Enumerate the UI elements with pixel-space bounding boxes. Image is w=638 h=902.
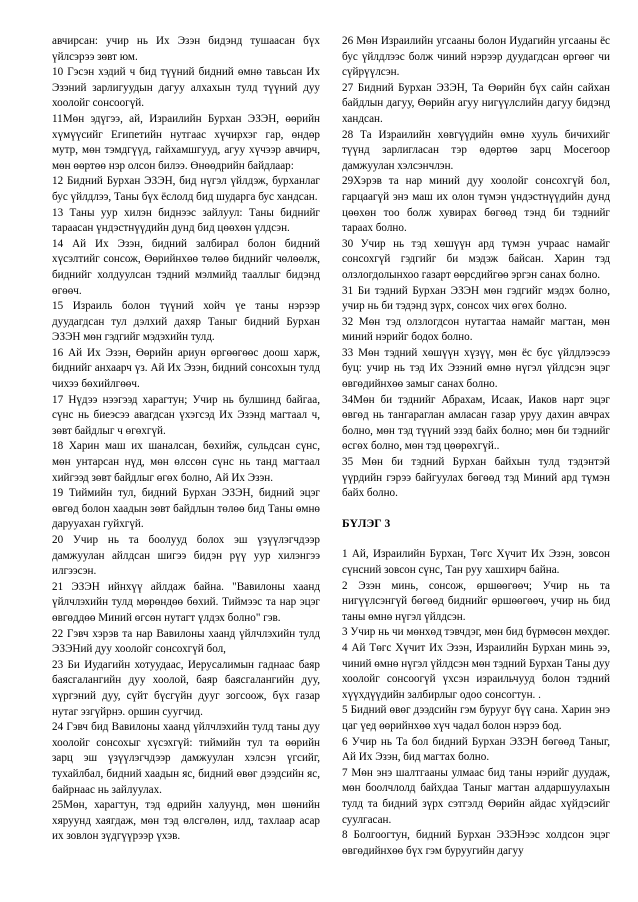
verse-paragraph: 14 Ай Их Эзэн, бидний залбирал болон бидний хүсэлтийг сонсож, Өөрийнхөө төлөө биднийг чөлөөлж, биднийг холдуулсан тэдний мэлмийд тааллыг бидэнд өгөөч. xyxy=(52,237,320,297)
verse-paragraph: 10 Гэсэн хэдий ч бид түүний бидний өмнө тавьсан Их Эзэний зарлигуудын дагуу алхахын тулд түүний дуу хоолойг сонсоогүй. xyxy=(52,66,320,110)
right-column-verses-top xyxy=(342,34,610,502)
verse-paragraph: 16 Ай Их Эзэн, Өөрийн ариун өргөөгөөс доош харж, биднийг анхаарч үз. Ай Их Эзэн, бидний сонсохын тулд чихээ бөхийлгөөч. xyxy=(52,346,320,391)
verse-paragraph: авчирсан: учир нь Их Эзэн бидэнд тушаасан бүх үйлсэрээ зөвт юм. xyxy=(52,35,320,63)
verse-paragraph: 35 Мөн би тэдний Бурхан байхын тулд тэдэнтэй үүрдийн гэрээ байгуулах бөгөөд тэд Миний ард түмэн байх болно. xyxy=(342,456,610,500)
verse-paragraph: 26 Мөн Израилийн угсааны болон Иудагийн угсааны ёс бус үйлдлээс болж чиний нэрээр дуудагдсан өргөөг чи сүйрүүлсэн. xyxy=(342,35,610,79)
verse-paragraph: 13 Таны уур хилэн биднээс зайлуул: Таны биднийг тараасан үндэстнүүдийн дунд бид цөөхөн үлдсэн. xyxy=(52,206,320,235)
verse-paragraph: 11Мөн эдүгээ, ай, Израилийн Бурхан ЭЗЭН, өөрийн хүмүүсийг Египетийн нутгаас хүчирхэг гар, өндөр мутр, мөн тэмдгүүд, гайхамшгууд, агуу хүчээр авчирч, мөн өөртөө нэр олсон билээ. Өнөөдрийн байдлаар: xyxy=(52,112,320,172)
verse-paragraph: 5 Бидний өвөг дээдсийн гэм бурууг бүү сана. Харин энэ цаг үед өөрийнхөө хүч чадал болон нэрээ бод. xyxy=(342,704,610,732)
verse-paragraph: 17 Нүдээ нээгээд харагтун; Учир нь булшинд байгаа, сүнс нь биеэсээ авагдсан үхэгсэд Их Эзэнд магтаал ч, зөвт байдлыг ч өгөхгүй. xyxy=(52,393,320,437)
verse-paragraph: 21 ЭЗЭН ийнхүү айлдаж байна. "Вавилоны хаанд үйлчлэхийн тулд мөрөндөө бөхий. Тиймээс та нар эцэг өвгөддөө Миний өгсөн нутагт үлдэх болно" гэв. xyxy=(52,580,320,624)
verse-paragraph: 12 Бидний Бурхан ЭЗЭН, бид нүгэл үйлдэж, бурханлаг бус үйлдлээ, Таны бүх ёслолд бид шударга бус хандсан. xyxy=(52,175,320,203)
verse-paragraph: 15 Израиль болон түүний хойч үе таны нэрээр дуудагдсан тул дэлхий дахяр Таныг бидний Бурхан ЭЗЭН мөн гэдгийг мэдэхийн тулд. xyxy=(52,300,320,344)
verse-paragraph: 3 Учир нь чи мөнхөд тэвчдэг, мөн бид бүрмөсөн мөхдөг. xyxy=(342,626,610,639)
verse-paragraph: 24 Гэвч бид Вавилоны хаанд үйлчлэхийн тулд таны дуу хоолойг сонсохыг хүсэхгүй: тиймийн тул та өөрийн зарц эш үзүүлэгчдээр дамжуулан хэлсэн үгсийг, тухайлбал, бидний хаадын яс, бидний өвөг дээдсийн яс, байрнаас нь зайлуулах. xyxy=(52,721,320,796)
chapter-heading: БҮЛЭГ 3 xyxy=(342,517,391,530)
verse-paragraph: 34Мөн би тэднийг Абрахам, Исаак, Иаков нарт эцэг өвгөд нь тангараглан амласан газар уруу дахин авчрах болно, мөн тэд түүний эзэд байх болно; мөн би тэднийг өсгөх болно, мөн тэд цөөрөхгүй.. xyxy=(342,393,610,453)
left-column xyxy=(52,34,320,902)
verse-paragraph: 8 Болгоогтун, бидний Бурхан ЭЗЭНээс холдсон эцэг өвгөдийнхөө бүх гэм буруугийн дагуу xyxy=(342,829,610,857)
verse-paragraph: 30 Учир нь тэд хөшүүн ард түмэн учраас намайг сонсохгүй гэдгийг би мэдэж байсан. Харин тэд олзлогдолынхоо газарт өөрсдийгөө эргэн санах болно. xyxy=(342,237,610,281)
verse-paragraph: 20 Учир нь та боолууд болох эш үзүүлэгчдээр дамжуулан айлдсан шигээ бидэн рүү уур хилэнгээ илгээсэн. xyxy=(52,534,320,578)
verse-paragraph: 4 Ай Төгс Хүчит Их Эзэн, Израилийн Бурхан минь ээ, чиний өмнө нүгэл үйлдсэн мөн тэдний Бурхан Таны дуу хоолойг сонсоогүй үхсэн израильчууд болон тэдний хүүхдүүдийн залбирлыг одоо сонсогтун. . xyxy=(342,641,610,701)
verse-paragraph: 29Хэрэв та нар миний дуу хоолойг сонсохгүй бол, гарцаагүй энэ маш их олон түмэн үндэстнүүдийн дунд цөөхөн тоо болж хувирах бөгөөд тэнд би тэднийг тараах болно. xyxy=(342,175,610,235)
verse-paragraph: 27 Бидний Бурхан ЭЗЭН, Та Өөрийн бүх сайн сайхан байдлын дагуу, Өөрийн агуу нигүүлслийн дагуу бидэнд хандсан. xyxy=(342,81,610,125)
verse-paragraph: 18 Харин маш их шаналсан, бөхийж, сульдсан сүнс, мөн унтарсан нүд, мөн өлссөн сүнс нь танд магтаал хийгээд зөвт байдлыг өгөх болно, Ай Их Эзэн. xyxy=(52,440,320,484)
verse-paragraph: 7 Мөн энэ шалтгааны улмаас бид таны нэрийг дуудаж, мөн боолчлолд байхдаа Таныг магтан алдаршуулахын тулд та бидний зүрх сэтгэлд Өөрийн айдас хүйдэсийг суулгасан. xyxy=(342,766,610,826)
verse-paragraph: 23 Би Иудагийн хотуудаас, Иерусалимын гаднаас баяр баясгалангийн дуу хоолой, баяр баясгалангийн дуу, хүргэний дуу, сүйт бүсгүйн дууг зогсоож, бүх газар нутаг эзгүйрнэ. оршин суугчид. xyxy=(52,658,320,718)
verse-paragraph: 28 Та Израилийн хөвгүүдийн өмнө хууль бичихийг түүнд зарлигласан тэр өдөртөө зарц Мосегоор дамжуулан хэлсэнчлэн. xyxy=(342,128,610,172)
verse-paragraph: 32 Мөн тэд олзлогдсон нутагтаа намайг магтан, мөн миний нэрийг бодох болно. xyxy=(342,315,610,344)
verse-paragraph: 6 Учир нь Та бол бидний Бурхан ЭЗЭН бөгөөд Таныг, Ай Их Эзэн, бид магтах болно. xyxy=(342,735,610,764)
verse-paragraph: 2 Эзэн минь, сонсож, өршөөгөөч; Учир нь та нигүүлсэнгүй бөгөөд биднийг өршөөгөөч, учир нь бид таны өмнө нүгэл үйлдсэн. xyxy=(342,579,610,623)
right-column-verses-bottom xyxy=(342,547,610,859)
verse-paragraph: 25Мөн, харагтун, тэд өдрийн халуунд, мөн шөнийн хяруунд хаягдаж, мөн тэд өлсгөлөн, илд, тахлаар асар их зовлон зүдгүүрээр үхэв. xyxy=(52,799,320,843)
verse-paragraph: 33 Мөн тэдний хөшүүн хүзүү, мөн ёс бус үйлдлээсээ буц: учир нь тэд Их Эзэний өмнө нүгэл үйлдсэн эцэг өвгөдийнхөө замыг санах болно. xyxy=(342,346,610,391)
verse-paragraph: 1 Ай, Израилийн Бурхан, Төгс Хүчит Их Эзэн, зовсон сүнсний зовсон сүнс, Тан руу хашхирч байна. xyxy=(342,548,610,576)
verse-paragraph: 31 Би тэдний Бурхан ЭЗЭН мөн гэдгийг мэдэх болно, учир нь би тэдэнд зүрх, сонсох чих өгөх болно. xyxy=(342,284,610,313)
right-column xyxy=(342,34,610,902)
verse-paragraph: 19 Тиймийн тул, бидний Бурхан ЭЗЭН, бидний эцэг өвгөд болон хаадын зөвт байдлын төлөө бид Таны өмнө дарууахан гуйхгүй. xyxy=(52,487,320,531)
verse-paragraph: 22 Гэвч хэрэв та нар Вавилоны хаанд үйлчлэхийн тулд ЭЗЭНий дуу хоолойг сонсохгүй бол, xyxy=(52,627,320,656)
